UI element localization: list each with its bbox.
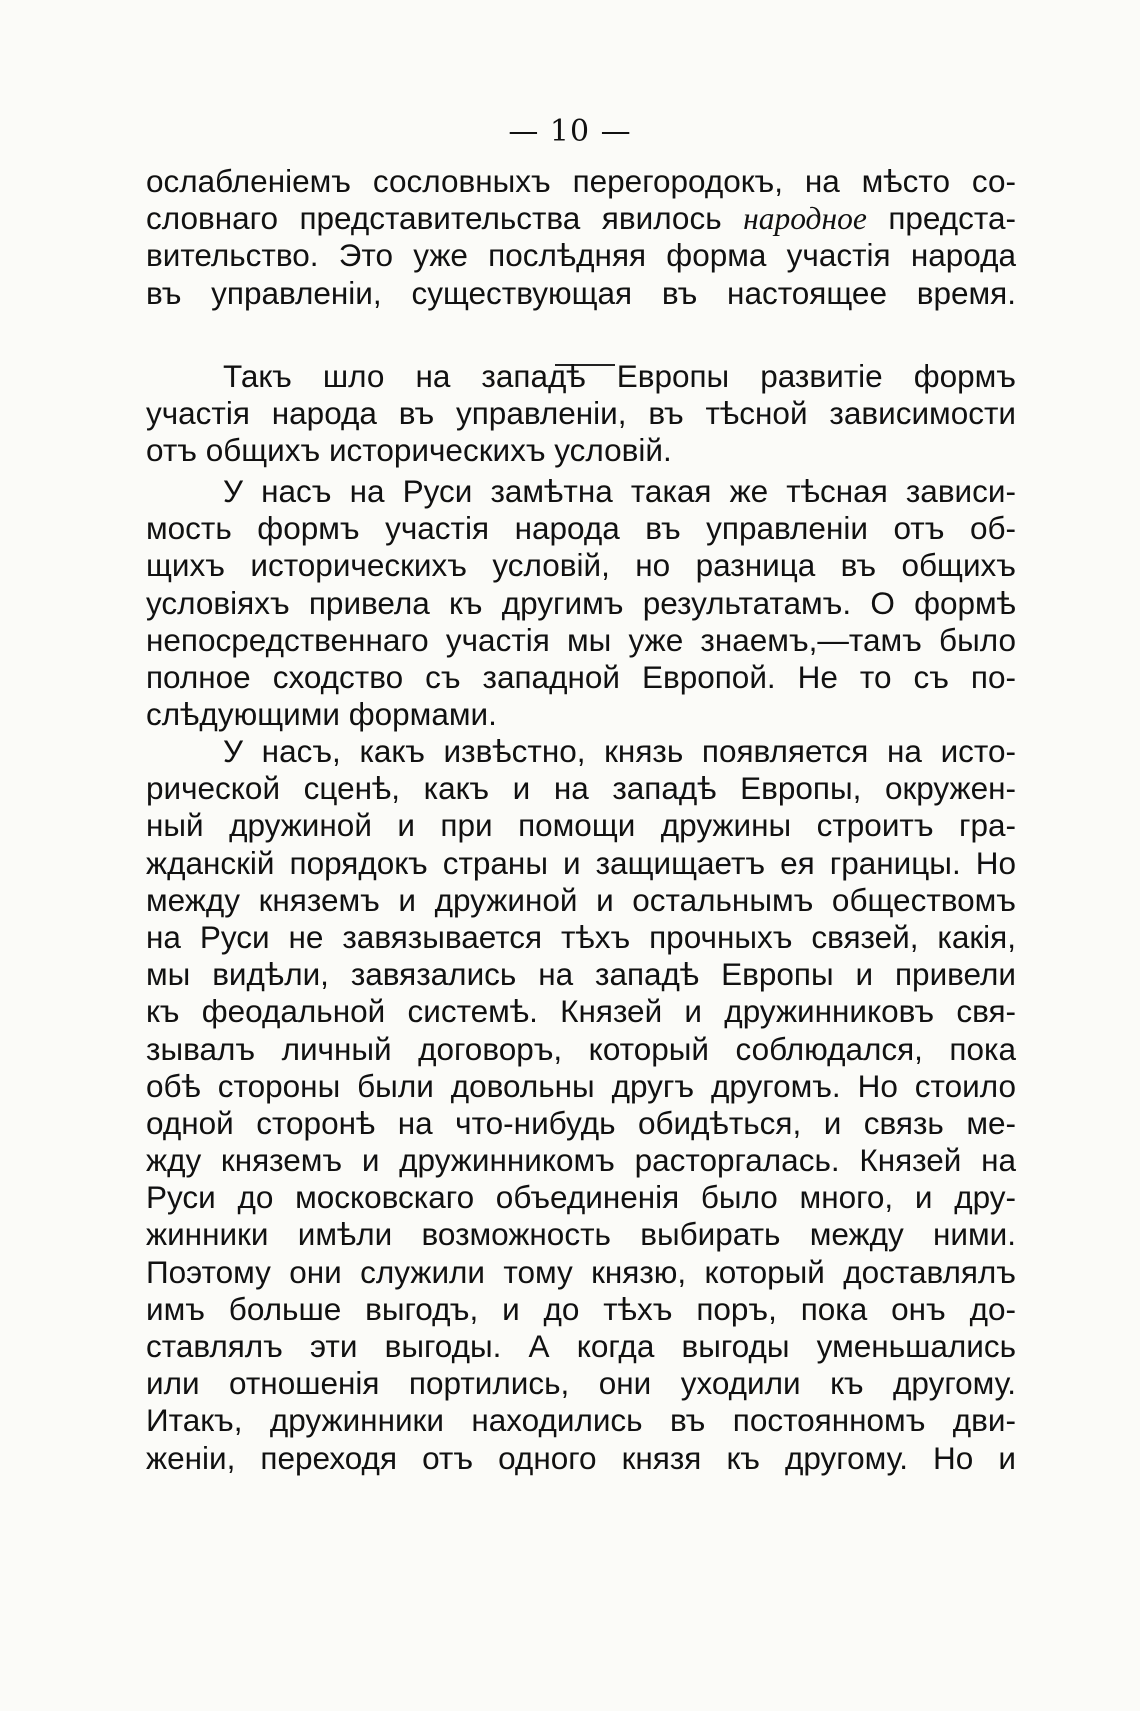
text-line: одной сторонѣ на что-нибудь обидѣться, и связь ме- <box>146 1104 1016 1141</box>
text-line: ставлялъ эти выгоды. А когда выгоды уменьшались <box>146 1328 1016 1364</box>
text-line: въ управленіи, существующая въ настоящее время. <box>146 274 1016 311</box>
text-line: Итакъ, дружинники находились въ постоянномъ дви- <box>146 1402 1016 1439</box>
text-line <box>146 200 1016 237</box>
text-line: женіи, переходя отъ одного князя къ другому. Но и <box>146 1439 1016 1476</box>
text-line: условіяхъ привела къ другимъ результатамъ. О формѣ <box>146 584 1016 621</box>
text-line: обѣ стороны были довольны другъ другомъ. Но стоило <box>146 1067 1016 1104</box>
text-line: ный дружиной и при помощи дружины строитъ гра- <box>146 807 1016 844</box>
text-line: къ феодальной системѣ. Князей и дружинниковъ свя- <box>146 993 1016 1030</box>
text-line: рической сценѣ, какъ и на западѣ Европы, окружен- <box>146 770 1016 807</box>
text-line: вительство. Это уже послѣдняя форма участія народа <box>146 237 1016 274</box>
paragraph-1 <box>146 358 1016 470</box>
text-line: слѣдующими формами. <box>146 696 497 733</box>
text-line: непосредственнаго участія мы уже знаемъ,—тамъ было <box>146 621 1016 658</box>
text-line: жду княземъ и дружинникомъ расторгалась. Князей на <box>146 1142 1016 1179</box>
text-line: или отношенія портились, они уходили къ другому. <box>146 1365 1016 1402</box>
text-line: Поэтому они служили тому князю, который доставлялъ <box>146 1253 1016 1290</box>
text-line: между княземъ и дружиной и остальнымъ обществомъ <box>146 881 1016 918</box>
paragraph-3 <box>146 733 1016 1477</box>
text-line-end: предста- <box>888 200 1016 237</box>
italic-word: народное <box>743 201 867 237</box>
text-line: ослабленіемъ сословныхъ перегородокъ, на мѣсто со- <box>146 163 1016 199</box>
text-line: полное сходство съ западной Европой. Не то съ по- <box>146 658 1016 695</box>
text-line: мость формъ участія народа въ управленіи отъ об- <box>146 510 1016 547</box>
text-line: жданскій порядокъ страны и защищаетъ ея границы. Но <box>146 844 1016 881</box>
text-line: Руси до московскаго объединенія было много, и дру- <box>146 1179 1016 1216</box>
text-line: участія народа въ управленіи, въ тѣсной зависимости <box>146 395 1016 432</box>
text-line: отъ общихъ историческихъ условій. <box>146 432 672 469</box>
text-line-start: словнаго представительства явилось <box>146 200 722 237</box>
paragraph-2 <box>146 473 1016 733</box>
text-line: Такъ шло на западѣ Европы развитіе формъ <box>223 358 1016 394</box>
text-line: мы видѣли, завязались на западѣ Европы и привели <box>146 956 1016 993</box>
text-line: щихъ историческихъ условій, но разница въ общихъ <box>146 547 1016 584</box>
text-line: зывалъ личный договоръ, который соблюдался, пока <box>146 1030 1016 1067</box>
text-line: У насъ, какъ извѣстно, князь появляется на исто- <box>223 733 1016 769</box>
page-number: — 10 — <box>508 114 632 149</box>
text-line: У насъ на Руси замѣтна такая же тѣсная зависи- <box>223 473 1016 509</box>
text-line: жинники имѣли возможность выбирать между ними. <box>146 1216 1016 1253</box>
text-line: на Руси не завязывается тѣхъ прочныхъ связей, какія, <box>146 918 1016 955</box>
paragraph-continuation <box>146 163 1016 312</box>
text-line: имъ больше выгодъ, и до тѣхъ поръ, пока онъ до- <box>146 1290 1016 1327</box>
